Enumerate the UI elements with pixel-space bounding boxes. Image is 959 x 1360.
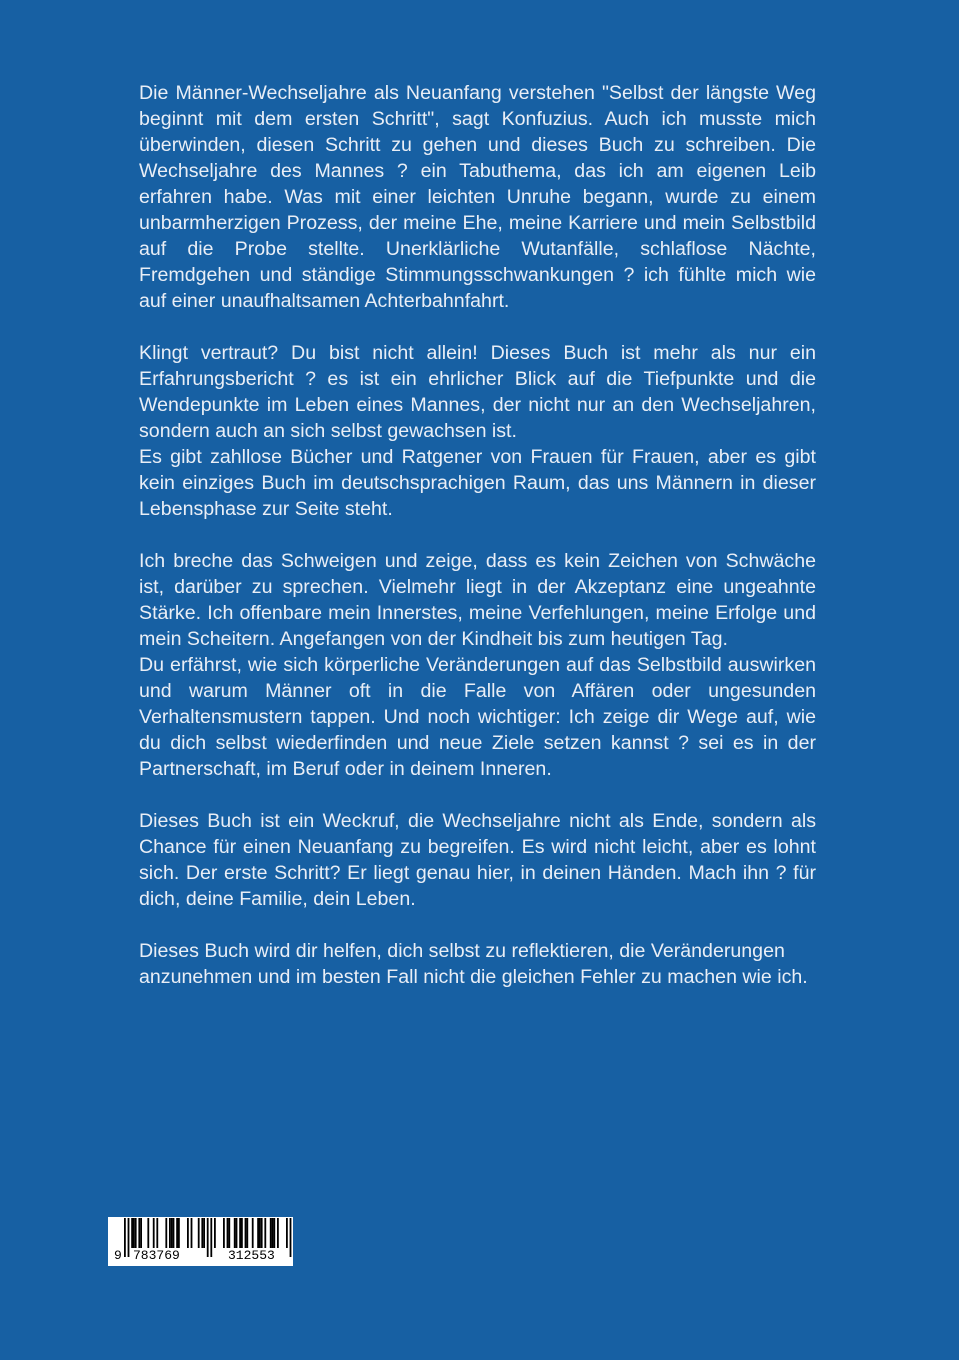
barcode-bar: [239, 1218, 241, 1248]
paragraph-gap: [139, 314, 816, 340]
barcode-bar: [156, 1218, 158, 1248]
barcode-bar: [214, 1218, 216, 1248]
barcode-bar: [241, 1218, 243, 1248]
barcode-bar: [173, 1218, 175, 1248]
barcode-bar: [138, 1218, 140, 1248]
barcode-bar: [246, 1218, 248, 1248]
barcode-bar: [228, 1218, 230, 1248]
blurb-text: [139, 80, 816, 990]
paragraph-klingt-vertraut: Klingt vertraut? Du bist nicht allein! Dieses Buch ist mehr als nur ein Erfahrungsbericht ? es ist ein ehrlicher Blick auf die Tiefpunkte und die Wendepunkte im Leben eines Mannes, der nicht nur an den Wechseljahren, sondern auch an sich selbst gewachsen ist.: [139, 342, 816, 442]
barcode-bar: [236, 1218, 238, 1248]
barcode-left-group: 783769: [133, 1248, 180, 1263]
barcode-bar: [178, 1218, 180, 1248]
paragraph-helfen: Dieses Buch wird dir helfen, dich selbst zu reflektieren, die Veränderungen anzunehmen und im besten Fall nicht die gleichen Fehler zu machen wie ich.: [139, 940, 808, 988]
barcode-bar: [191, 1218, 193, 1248]
paragraph-gap: [139, 522, 816, 548]
barcode-bar: [198, 1218, 200, 1248]
barcode-bar: [234, 1218, 236, 1248]
barcode-bar: [187, 1218, 189, 1248]
barcode-bar: [259, 1218, 261, 1248]
barcode-bar: [272, 1218, 274, 1248]
barcode-bar: [277, 1218, 279, 1248]
barcode-bar: [227, 1218, 229, 1248]
barcode-bar: [203, 1218, 205, 1248]
barcode-bar: [261, 1218, 263, 1248]
barcode-bar: [131, 1218, 133, 1248]
barcode-bar: [140, 1218, 142, 1248]
paragraph-intro: Die Männer-Wechseljahre als Neuanfang verstehen "Selbst der längste Weg beginnt mit dem ersten Schritt", sagt Konfuzius. Auch ich musste mich überwinden, diesen Schritt zu gehen und dieses Buch zu schreiben. Die Wechseljahre des Mannes ? ein Tabuthema, das ich am eigenen Leib erfahren habe. Was mit einer leichten Unruhe begann, wurde zu einem unbarmherzigen Prozess, der meine Ehe, meine Karriere und mein Selbstbild auf die Probe stellte. Unerklärliche Wutanfälle, schlaflose Nächte, Fremdgehen und ständige Stimmungsschwankungen ? ich fühlte mich wie auf einer unaufhaltsamen Achterbahnfahrt.: [139, 82, 816, 312]
barcode-bar: [147, 1218, 149, 1248]
barcode-bar: [270, 1218, 272, 1248]
barcode-bar: [273, 1218, 275, 1248]
barcode-right-group: 312553: [228, 1248, 275, 1263]
isbn-barcode: [108, 1217, 293, 1266]
barcode-bar: [223, 1218, 225, 1248]
barcode-bar: [176, 1218, 178, 1248]
paragraph-gap: [139, 782, 816, 808]
barcode-lead-digit: 9: [114, 1248, 122, 1263]
barcode-bar: [201, 1218, 203, 1248]
barcode-bar: [153, 1218, 155, 1248]
paragraph-schweigen: Ich breche das Schweigen und zeige, dass es kein Zeichen von Schwäche ist, darüber zu sprechen. Vielmehr liegt in der Akzeptanz eine ungeahnte Stärke. Ich offenbare mein Innerstes, meine Verfehlungen, meine Erfolge und mein Scheitern. Angefangen von der Kindheit bis zum heutigen Tag.: [139, 550, 816, 650]
barcode-digits: [108, 1248, 293, 1264]
barcode-bar: [257, 1218, 259, 1248]
barcode-bar: [286, 1218, 288, 1248]
paragraph-gap: [139, 912, 816, 938]
barcode-bar: [135, 1218, 137, 1248]
paragraph-zahllose-buecher: Es gibt zahllose Bücher und Ratgener von Frauen für Frauen, aber es gibt kein einziges Buch im deutschsprachigen Raum, das uns Männern in dieser Lebensphase zur Seite steht.: [139, 446, 816, 520]
paragraph-du-erfaehrst: Du erfährst, wie sich körperliche Veränderungen auf das Selbstbild auswirken und warum Männer oft in die Falle von Affären oder ungesunden Verhaltensmustern tappen. Und noch wichtiger: Ich zeige dir Wege auf, wie du dich selbst wiederfinden und neue Ziele setzen kannst ? sei es in der Partnerschaft, im Beruf oder in deinem Inneren.: [139, 654, 816, 780]
barcode-bar: [171, 1218, 173, 1248]
barcode-bar: [264, 1218, 266, 1248]
barcode-bar: [165, 1218, 167, 1248]
barcode-bar: [169, 1218, 171, 1248]
barcode-bar: [245, 1218, 247, 1248]
paragraph-weckruf: Dieses Buch ist ein Weckruf, die Wechseljahre nicht als Ende, sondern als Chance für einen Neuanfang zu begreifen. Es wird nicht leicht, aber es lohnt sich. Der erste Schritt? Er liegt genau hier, in deinen Händen. Mach ihn ? für dich, deine Familie, dein Leben.: [139, 810, 816, 910]
barcode-bar: [252, 1218, 254, 1248]
barcode-bar: [133, 1218, 135, 1248]
